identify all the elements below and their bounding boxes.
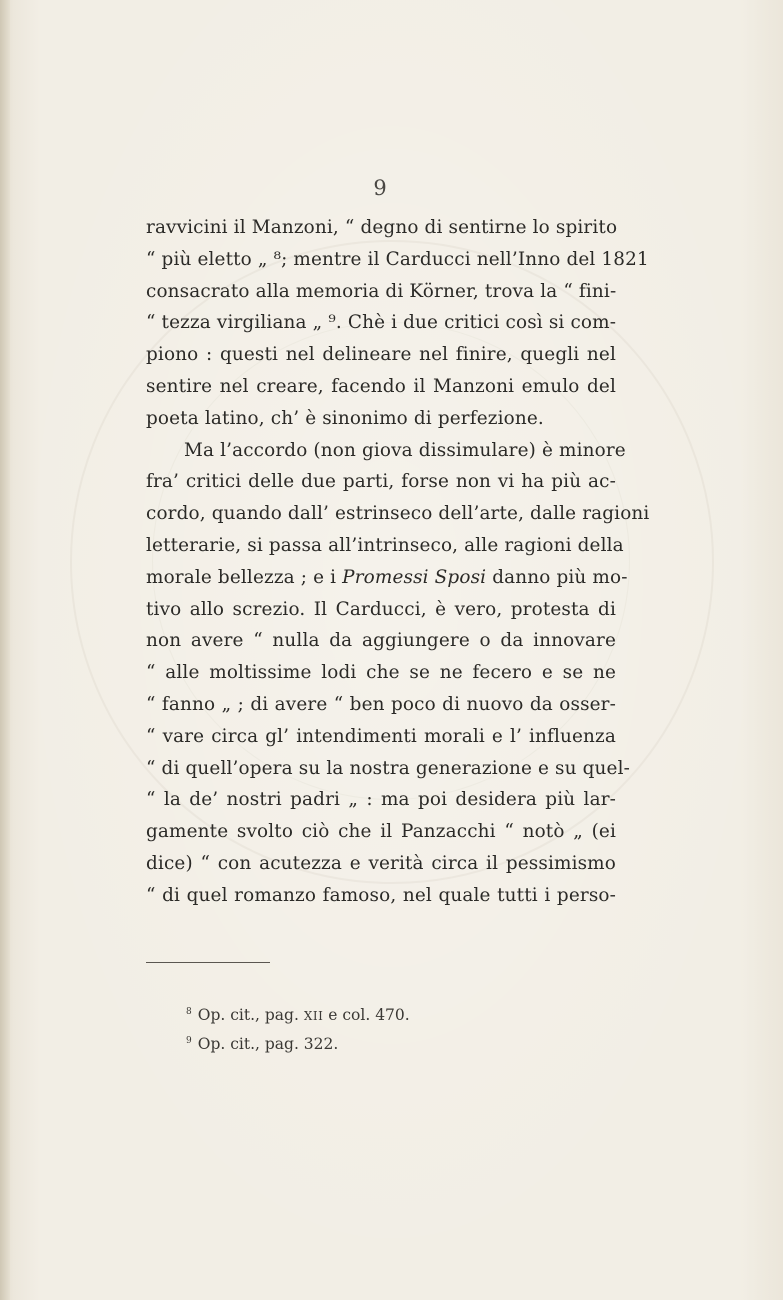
text-line: “ tezza virgiliana „ ⁹. Chè i due critici così si com- (146, 312, 617, 334)
footnote (186, 998, 410, 1027)
text-line: dice) “ con acutezza e verità circa il pessimismo (146, 852, 616, 874)
text-line: “ più eletto „ ⁸; mentre il Carducci nell’Inno del 1821 (146, 248, 649, 270)
text-line: cordo, quando dall’ estrinseco dell’arte, dalle ragioni (146, 503, 650, 525)
text-line: non avere “ nulla da aggiungere o da innovare (146, 630, 616, 652)
text-line: “ fanno „ ; di avere “ ben poco di nuovo da osser- (146, 693, 616, 715)
footnote-text: Op. cit., pag. 322. (197, 1035, 339, 1053)
text-line: fra’ critici delle due parti, forse non vi ha più ac- (146, 471, 616, 493)
text-line: ravvicini il Manzoni, “ degno di sentirne lo spirito (146, 217, 618, 238)
text-line: consacrato alla memoria di Körner, trova la “ fini- (146, 280, 617, 302)
text-line: tivo allo screzio. Il Carducci, è vero, protesta di (146, 598, 616, 620)
text-segment: morale bellezza ; e i (146, 566, 343, 588)
text-line: “ la de’ nostri padri „ : ma poi desidera più lar- (146, 789, 616, 811)
body-text (146, 212, 650, 912)
text-line: poeta latino, ch’ è sinonimo di perfezione. (146, 407, 544, 429)
text-line: “ di quell’opera su la nostra generazione e su quel- (146, 757, 630, 779)
text-line: letterarie, si passa all’intrinseco, alle ragioni della (146, 534, 624, 556)
footnote-text: Op. cit., pag. (197, 1006, 304, 1024)
footnote-mark: 9 (186, 1036, 192, 1046)
text-line-with-title (146, 562, 628, 594)
footnote-rule (146, 962, 270, 963)
page-number: 9 (373, 176, 387, 200)
footnotes (186, 998, 410, 1056)
footnote-mark: 8 (186, 1007, 192, 1017)
text-line: Ma l’accordo (non giova dissimulare) è minore (184, 439, 626, 461)
book-title-italic: Promessi Sposi (342, 566, 487, 588)
text-line: “ vare circa gl’ intendimenti morali e l’ influenza (146, 725, 616, 747)
text-line: “ alle moltissime lodi che se ne fecero e se ne (146, 662, 616, 684)
footnote-text: e col. 470. (323, 1006, 410, 1024)
text-line: “ di quel romanzo famoso, nel quale tutti i perso- (146, 884, 616, 906)
footnote-roman: XII (303, 1009, 324, 1023)
text-line: sentire nel creare, facendo il Manzoni emulo del (146, 375, 616, 397)
footnote (186, 1027, 410, 1056)
text-line: gamente svolto ciò che il Panzacchi “ notò „ (ei (146, 821, 616, 843)
text-segment: danno più mo- (486, 566, 628, 588)
text-line: piono : questi nel delineare nel finire, quegli nel (146, 344, 616, 366)
